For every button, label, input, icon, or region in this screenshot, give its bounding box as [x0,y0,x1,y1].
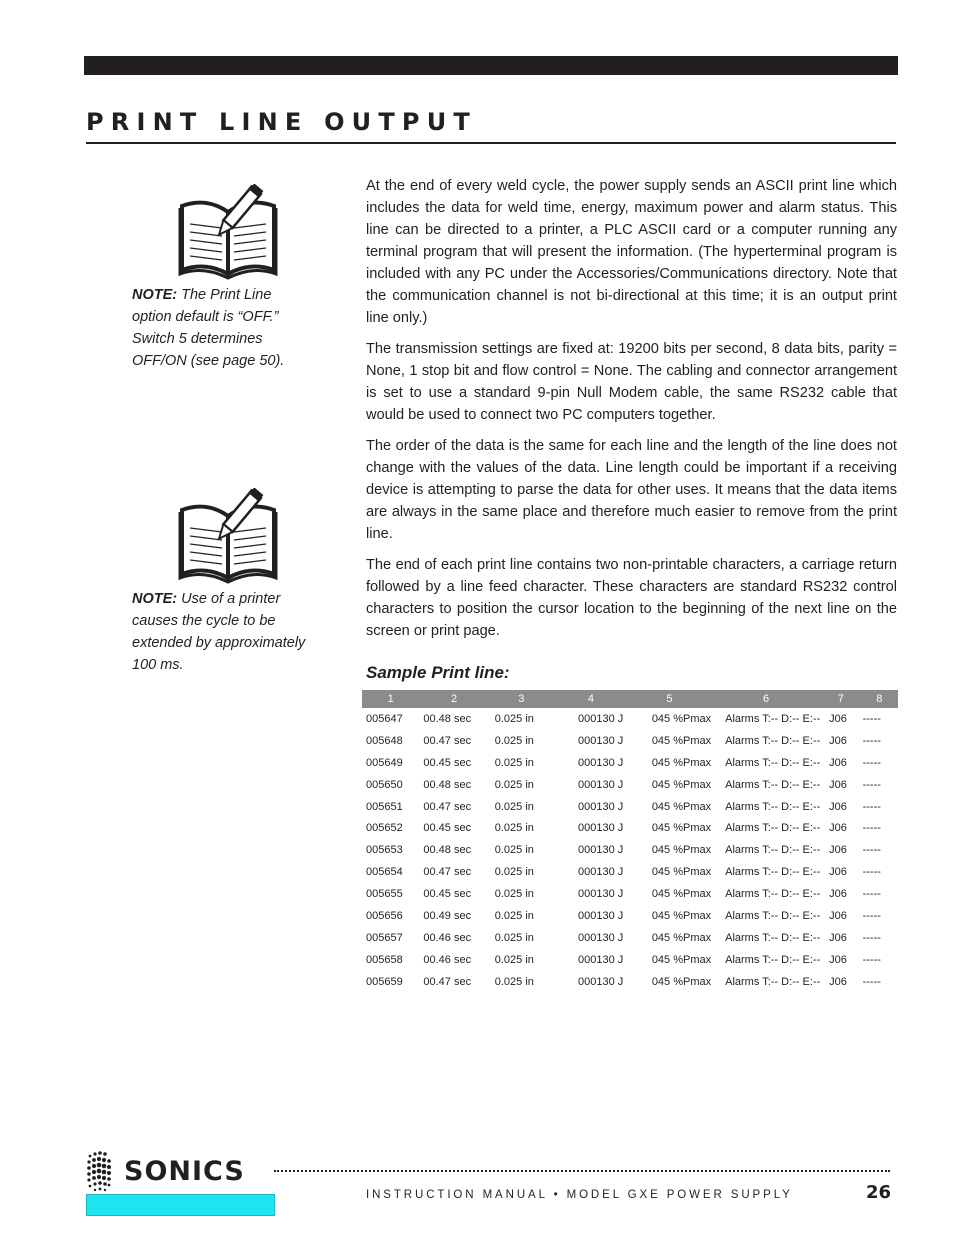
table-cell: J06 [829,778,847,791]
column-header: 8 [861,690,898,708]
table-cell: 0.025 in [494,800,534,813]
table-cell: 045 %Pmax [651,909,712,922]
table-cell: 000130 J [577,734,624,747]
table-row [362,817,898,839]
column-header: 4 [554,690,628,708]
note-1-label: NOTE: [132,287,178,303]
table-row [362,883,898,905]
table-cell: 045 %Pmax [651,800,712,813]
table-cell: 000130 J [577,712,624,725]
brand-name: SONICS [124,1156,245,1187]
page-number: 26 [866,1182,892,1203]
paragraph: At the end of every weld cycle, the power supply sends an ASCII print line which includes the data for weld time, energy, maximum power and alarm status. This line can be directed to a printer, a PLC ASCII card or a computer running any terminal program that will present the information. (The hyperterminal program is included with any PC under the Accessories/Communications directory. Note that the communication channel is not bi-directional at this time; it is an output print line only.) [366,178,897,326]
paragraph: The end of each print line contains two non-printable characters, a carriage return followed by a line feed character. These characters are standard RS232 control characters to position the cursor location to the beginning of the next line on the screen or print page. [366,557,897,639]
table-cell: J06 [829,756,847,769]
note-2 [132,588,312,676]
table-row [362,708,898,730]
table-cell: Alarms T:-- D:-- E:-- [725,931,821,944]
table-cell: J06 [829,800,847,813]
table-cell: 045 %Pmax [651,953,712,966]
table-cell: 005655 [366,888,403,901]
table-cell: 005651 [366,800,403,813]
table-cell: 005659 [366,975,403,988]
note-1-text: The Print Line option default is “OFF.” Switch 5 determines OFF/ON (see page 50). [132,287,285,369]
table-cell: 0.025 in [494,975,534,988]
table-cell: 005650 [366,778,403,791]
table-cell: 005648 [366,734,403,747]
table-cell: 005653 [366,844,403,857]
table-cell: 000130 J [577,931,624,944]
table-cell: 045 %Pmax [651,888,712,901]
table-cell: 005658 [366,953,403,966]
table-cell: ----- [862,931,881,944]
table-cell: 0.025 in [494,712,534,725]
table-cell: 045 %Pmax [651,844,712,857]
footer-manual-title: INSTRUCTION MANUAL • MODEL GXE POWER SUPPLY [366,1189,793,1201]
table-cell: Alarms T:-- D:-- E:-- [725,953,821,966]
note-1 [132,284,312,372]
table-row [362,927,898,949]
header-bar [84,56,898,75]
table-cell: ----- [862,756,881,769]
table-cell: Alarms T:-- D:-- E:-- [725,975,821,988]
table-cell: J06 [829,975,847,988]
table-cell: 005647 [366,712,403,725]
table-header-row [362,690,898,708]
table-cell: Alarms T:-- D:-- E:-- [725,844,821,857]
table-cell: ----- [862,844,881,857]
table-cell: ----- [862,975,881,988]
table-cell: 00.45 sec [423,756,472,769]
table-cell: 000130 J [577,953,624,966]
table-cell: 0.025 in [494,734,534,747]
table-cell: 0.025 in [494,778,534,791]
paragraph: The transmission settings are fixed at: 19200 bits per second, 8 data bits, parity = None, 1 stop bit and flow control = None. The cabling and connector arrangement is set to use a standard 9-pin Null Modem cable, the same RS232 cable that would be used to connect two PC computers together. [366,341,897,423]
table-cell: 005656 [366,909,403,922]
table-row [362,730,898,752]
table-cell: 0.025 in [494,909,534,922]
table-cell: ----- [862,822,881,835]
title-rule [86,142,896,144]
table-cell: 045 %Pmax [651,756,712,769]
table-cell: 0.025 in [494,844,534,857]
sample-heading: Sample Print line: [366,663,510,682]
table-cell: J06 [829,888,847,901]
table-cell: 00.48 sec [423,712,472,725]
table-cell: 000130 J [577,778,624,791]
table-cell: 0.025 in [494,822,534,835]
sonics-logo [86,1150,271,1194]
book-pencil-icon [178,488,278,584]
table-cell: J06 [829,953,847,966]
table-cell: 00.49 sec [423,909,472,922]
table-cell: ----- [862,909,881,922]
table-cell: J06 [829,844,847,857]
column-header: 5 [628,690,711,708]
column-header: 7 [821,690,860,708]
table-cell: Alarms T:-- D:-- E:-- [725,866,821,879]
table-cell: ----- [862,888,881,901]
table-row [362,752,898,774]
paragraph: The order of the data is the same for each line and the length of the line does not change with the values of the data. Line length could be important if a receiving device is attempting to parse the data for other uses. It means that the data items are always in the same place and therefore much easier to remove from the print line. [366,438,897,542]
table-cell: J06 [829,822,847,835]
note-2-label: NOTE: [132,591,178,607]
table-cell: 00.45 sec [423,822,472,835]
table-cell: 000130 J [577,756,624,769]
table-cell: 045 %Pmax [651,866,712,879]
table-cell: ----- [862,866,881,879]
table-cell: Alarms T:-- D:-- E:-- [725,756,821,769]
table-cell: ----- [862,953,881,966]
table-cell: J06 [829,909,847,922]
table-row [362,796,898,818]
table-cell: Alarms T:-- D:-- E:-- [725,909,821,922]
table-cell: 045 %Pmax [651,822,712,835]
table-cell: 00.45 sec [423,888,472,901]
column-header: 3 [489,690,554,708]
table-cell: 045 %Pmax [651,975,712,988]
table-cell: 0.025 in [494,931,534,944]
note-2-text: Use of a printer causes the cycle to be extended by approximately 100 ms. [132,591,306,673]
table-cell: 000130 J [577,800,624,813]
table-cell: 005657 [366,931,403,944]
body-text [366,175,897,651]
table-cell: 000130 J [577,909,624,922]
table-cell: 045 %Pmax [651,778,712,791]
table-cell: 00.47 sec [423,734,472,747]
table-row [362,774,898,796]
table-cell: Alarms T:-- D:-- E:-- [725,734,821,747]
sample-print-table [362,690,898,993]
table-cell: 00.47 sec [423,866,472,879]
table-cell: 000130 J [577,866,624,879]
table-cell: 0.025 in [494,888,534,901]
table-cell: 0.025 in [494,866,534,879]
column-header: 6 [711,690,821,708]
table-cell: 00.48 sec [423,778,472,791]
table-cell: Alarms T:-- D:-- E:-- [725,778,821,791]
table-row [362,971,898,993]
table-row [362,905,898,927]
table-row [362,861,898,883]
table-cell: 00.46 sec [423,931,472,944]
table-row [362,839,898,861]
table-cell: ----- [862,734,881,747]
table-cell: 00.48 sec [423,844,472,857]
table-cell: 005652 [366,822,403,835]
brand-accent-bar [86,1194,275,1216]
table-cell: ----- [862,712,881,725]
table-cell: 000130 J [577,844,624,857]
page-title: PRINT LINE OUTPUT [86,108,477,136]
table-cell: 00.47 sec [423,975,472,988]
table-cell: Alarms T:-- D:-- E:-- [725,800,821,813]
table-body [362,708,898,993]
table-cell: 000130 J [577,975,624,988]
table-cell: 0.025 in [494,756,534,769]
column-header: 2 [419,690,488,708]
table-cell: 045 %Pmax [651,931,712,944]
table-cell: 00.46 sec [423,953,472,966]
table-cell: 045 %Pmax [651,712,712,725]
table-cell: 005654 [366,866,403,879]
dot-leader [274,1170,890,1172]
table-cell: J06 [829,866,847,879]
table-cell: 000130 J [577,822,624,835]
table-cell: J06 [829,712,847,725]
table-cell: J06 [829,734,847,747]
table-row [362,949,898,971]
table-cell: Alarms T:-- D:-- E:-- [725,712,821,725]
table-cell: J06 [829,931,847,944]
column-header: 1 [362,690,419,708]
table-cell: 045 %Pmax [651,734,712,747]
table-cell: Alarms T:-- D:-- E:-- [725,888,821,901]
table-cell: ----- [862,778,881,791]
table-cell: 0.025 in [494,953,534,966]
table-cell: Alarms T:-- D:-- E:-- [725,822,821,835]
book-pencil-icon [178,184,278,280]
table-cell: 00.47 sec [423,800,472,813]
table-cell: 000130 J [577,888,624,901]
table-cell: 005649 [366,756,403,769]
table-cell: ----- [862,800,881,813]
